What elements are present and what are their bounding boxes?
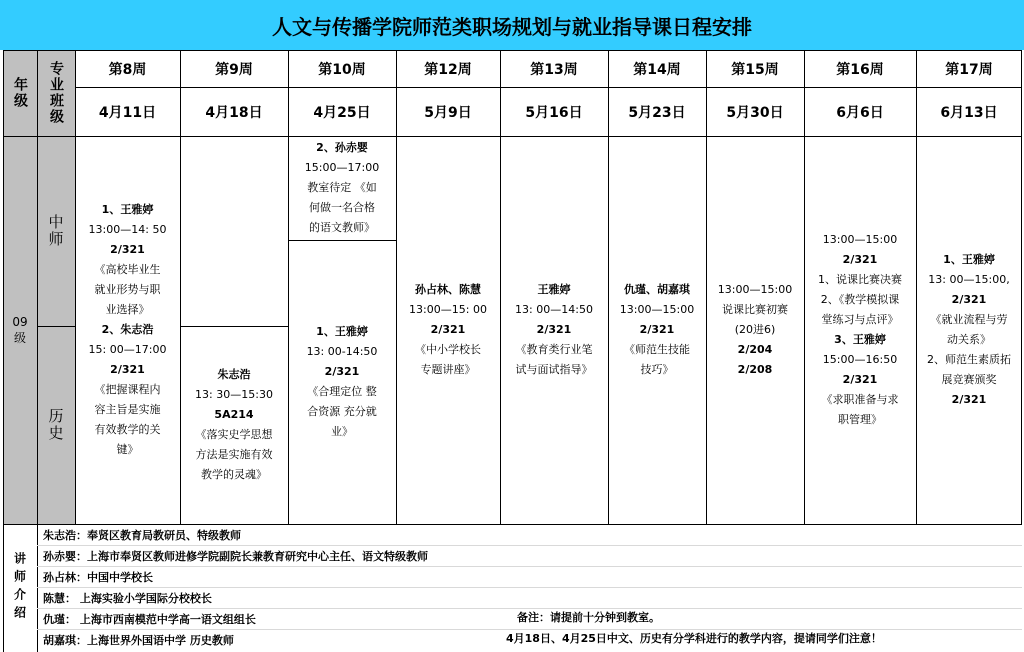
- date-header: 6月6日: [804, 87, 916, 136]
- lecturer-row: 陈慧： 上海实验小学国际分校校长: [43, 591, 212, 605]
- cell-line: 13: 00—14:50: [515, 303, 593, 316]
- cell-line: 《求职准备与求: [821, 393, 899, 406]
- cell-line: 《就业流程与劳: [930, 313, 1008, 326]
- grade-label: 09级: [12, 315, 28, 345]
- cell-line: 5A214: [214, 408, 254, 421]
- schedule-cell-week14: [608, 136, 706, 524]
- schedule-cell-week12: [396, 136, 500, 524]
- cell-line: 13:00—14: 50: [88, 223, 167, 236]
- schedule-cell-week10-bottom: [288, 240, 396, 524]
- week-header: 第13周: [500, 50, 608, 87]
- cell-line: 有效教学的关: [94, 423, 161, 436]
- cell-line: 2、《教学模拟课: [820, 293, 900, 306]
- cell-line: 2/321: [324, 365, 360, 378]
- cell-line: 13:00—15:00: [717, 283, 793, 296]
- page-title: 人文与传播学院师范类职场规划与就业指导课日程安排: [0, 0, 1024, 50]
- cell-line: 1、说课比赛决赛: [818, 273, 902, 286]
- cell-line: 2、孙赤婴: [316, 141, 368, 154]
- cell-line: 何做一名合格: [309, 201, 375, 214]
- cell-line: 15: 00—17:00: [88, 343, 167, 356]
- cell-line: 2/321: [842, 253, 878, 266]
- cell-line: 2/204: [737, 343, 773, 356]
- cell-line: 1、王雅婷: [101, 203, 154, 216]
- cell-line: 展竞赛颁奖: [941, 373, 997, 386]
- week-header: 第10周: [288, 50, 396, 87]
- cell-line: (20进6): [734, 323, 776, 336]
- schedule-cell-week17: [916, 136, 1022, 524]
- cell-line: 2、师范生素质拓: [927, 353, 1011, 366]
- cell-line: 合资源 充分就: [307, 405, 377, 418]
- cell-line: 2/321: [110, 363, 145, 376]
- cell-line: 1、王雅婷: [316, 325, 368, 338]
- cell-line: 2/321: [430, 323, 466, 336]
- date-header: 5月16日: [500, 87, 608, 136]
- cell-line: 3、王雅婷: [834, 333, 886, 346]
- cell-line: 堂练习与点评》: [821, 313, 899, 326]
- cell-line: 《中小学校长: [415, 343, 481, 356]
- cell-line: 《师范生技能: [624, 343, 690, 356]
- lecturer-row: 孙占林：中国中学校长: [43, 570, 153, 584]
- cell-line: 专题讲座》: [420, 363, 476, 376]
- date-header: 4月11日: [75, 87, 180, 136]
- cell-line: 就业形势与职: [94, 283, 161, 296]
- lecturer-row: 胡嘉琪：上海世界外国语中学 历史教师: [43, 633, 234, 647]
- cell-line: 《把握课程内: [94, 383, 161, 396]
- major-zhongshi: 中师: [37, 136, 75, 326]
- cell-line: 《教育类行业笔: [515, 343, 593, 356]
- schedule-cell-week15: [706, 136, 804, 524]
- cell-line: 《高校毕业生: [94, 263, 161, 276]
- cell-line: 13:00—15: 00: [409, 303, 487, 316]
- date-header: 4月18日: [180, 87, 288, 136]
- cell-line: 业》: [331, 425, 353, 438]
- week-header: 第15周: [706, 50, 804, 87]
- cell-line: 动关系》: [947, 333, 991, 346]
- cell-line: 13: 00-14:50: [306, 345, 378, 358]
- cell-line: 孙占林、陈慧: [415, 283, 481, 296]
- cell-line: 2/321: [639, 323, 675, 336]
- major-lishi: 历史: [37, 326, 75, 524]
- week-header: 第17周: [916, 50, 1022, 87]
- cell-line: 2/321: [951, 393, 987, 406]
- cell-line: 13: 30—15:30: [195, 388, 273, 401]
- week-header: 第12周: [396, 50, 500, 87]
- cell-line: 2、朱志浩: [101, 323, 154, 336]
- note-arrive-early: 备注：请提前十分钟到教室。: [517, 611, 660, 624]
- note-subject-split: 4月18日、4月25日中文、历史有分学科进行的教学内容，提请同学们注意！: [506, 632, 882, 645]
- lecturer-row: 仇瑾： 上海市西南模范中学高一语文组组长: [43, 612, 256, 626]
- cell-line: 《落实史学思想: [195, 428, 273, 441]
- cell-line: 2/321: [536, 323, 572, 336]
- grade-header: 年级: [3, 50, 37, 136]
- cell-line: 15:00—16:50: [822, 353, 898, 366]
- cell-line: 职管理》: [838, 413, 882, 426]
- cell-line: 王雅婷: [537, 283, 571, 296]
- schedule-cell-week9: [180, 326, 288, 524]
- date-header: 4月25日: [288, 87, 396, 136]
- cell-line: 2/321: [842, 373, 878, 386]
- cell-line: 技巧》: [640, 363, 674, 376]
- week-header: 第14周: [608, 50, 706, 87]
- cell-line: 《合理定位 整: [307, 385, 377, 398]
- cell-line: 容主旨是实施: [94, 403, 161, 416]
- week-header: 第16周: [804, 50, 916, 87]
- lecturer-row: 朱志浩：奉贤区教育局教研员、特级教师: [43, 528, 241, 542]
- cell-line: 13:00—15:00: [822, 233, 898, 246]
- cell-line: 2/321: [110, 243, 145, 256]
- cell-line: 13: 00—15:00,: [928, 273, 1010, 286]
- date-header: 5月30日: [706, 87, 804, 136]
- cell-line: 的语文教师》: [309, 221, 375, 234]
- date-header: 6月13日: [916, 87, 1022, 136]
- cell-line: 键》: [116, 443, 139, 456]
- cell-line: 业选择》: [105, 303, 150, 316]
- cell-line: 15:00—17:00: [304, 161, 380, 174]
- cell-line: 仇瑾、胡嘉琪: [624, 283, 690, 296]
- schedule-cell-week16: [804, 136, 916, 524]
- schedule-cell-week13: [500, 136, 608, 524]
- cell-line: 教学的灵魂》: [201, 468, 267, 481]
- date-header: 5月9日: [396, 87, 500, 136]
- major-header: 专业班级: [37, 50, 75, 136]
- date-header: 5月23日: [608, 87, 706, 136]
- lecturer-row: 孙赤婴：上海市奉贤区教师进修学院副院长兼教育研究中心主任、语文特级教师: [43, 549, 428, 563]
- lecturer-label: 讲师介绍: [12, 552, 27, 624]
- cell-line: 说课比赛初赛: [722, 303, 788, 316]
- schedule-cell-week8: [75, 136, 180, 524]
- cell-line: 2/321: [951, 293, 987, 306]
- cell-line: 试与面试指导》: [515, 363, 593, 376]
- cell-line: 1、王雅婷: [943, 253, 995, 266]
- cell-line: 朱志浩: [217, 368, 251, 381]
- cell-line: 方法是实施有效: [195, 448, 273, 461]
- week-header: 第8周: [75, 50, 180, 87]
- cell-line: 教室待定 《如: [307, 181, 377, 194]
- cell-line: 2/208: [737, 363, 773, 376]
- schedule-cell-week10-top: [288, 136, 396, 240]
- cell-line: 13:00—15:00: [619, 303, 695, 316]
- week-header: 第9周: [180, 50, 288, 87]
